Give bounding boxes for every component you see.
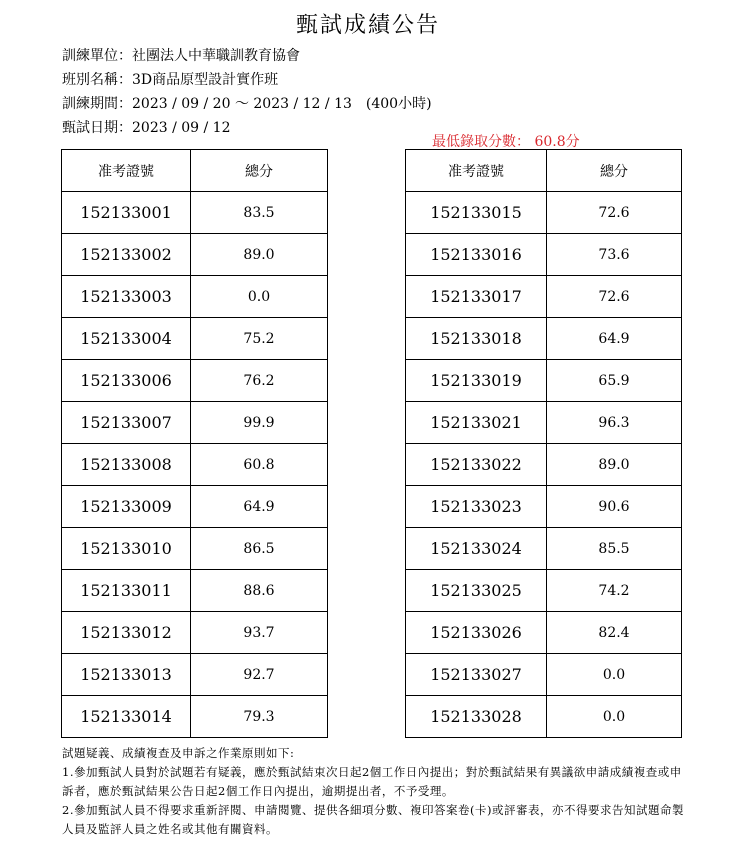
candidate-id: 152133013 xyxy=(62,654,191,696)
table-row xyxy=(62,528,328,570)
total-score: 82.4 xyxy=(547,612,682,654)
table-header-row xyxy=(406,150,682,192)
total-score: 90.6 xyxy=(547,486,682,528)
candidate-id: 152133011 xyxy=(62,570,191,612)
table-row xyxy=(62,360,328,402)
table-row xyxy=(406,234,682,276)
candidate-id: 152133016 xyxy=(406,234,547,276)
candidate-id: 152133002 xyxy=(62,234,191,276)
notes-heading: 試題疑義、成績複查及申訴之作業原則如下: xyxy=(62,746,295,760)
candidate-id: 152133003 xyxy=(62,276,191,318)
table-row xyxy=(62,486,328,528)
candidate-id: 152133021 xyxy=(406,402,547,444)
notes-item-1: 1.參加甄試人員對於試題若有疑義，應於甄試結束次日起2個工作日內提出；對於甄試結果有異議欲申請成績複查或申訴者，應於甄試結果公告日起2個工作日內提出，逾期提出者，不予受理。 xyxy=(62,765,682,798)
score-table-left xyxy=(61,149,328,738)
candidate-id: 152133023 xyxy=(406,486,547,528)
header-id: 准考證號 xyxy=(62,150,191,192)
total-score: 0.0 xyxy=(547,696,682,738)
total-score: 89.0 xyxy=(191,234,328,276)
candidate-id: 152133017 xyxy=(406,276,547,318)
total-score: 76.2 xyxy=(191,360,328,402)
table-row xyxy=(406,192,682,234)
table-row xyxy=(62,192,328,234)
info-block xyxy=(62,44,432,140)
exam-date: 甄試日期：2023 / 09 / 12 xyxy=(62,120,231,136)
score-table-left-body xyxy=(62,192,328,738)
total-score: 85.5 xyxy=(547,528,682,570)
candidate-id: 152133009 xyxy=(62,486,191,528)
candidate-id: 152133015 xyxy=(406,192,547,234)
candidate-id: 152133007 xyxy=(62,402,191,444)
notes-item-2: 2.參加甄試人員不得要求重新評閱、申請閱覽、提供各細項分數、複印答案卷(卡)或評審表，亦不得要求告知試題命製人員及監評人員之姓名或其他有關資料。 xyxy=(62,803,684,836)
candidate-id: 152133014 xyxy=(62,696,191,738)
training-period: 訓練期間：2023 / 09 / 20 ～ 2023 / 12 / 13 (400小時) xyxy=(62,96,432,112)
table-row xyxy=(62,318,328,360)
candidate-id: 152133022 xyxy=(406,444,547,486)
total-score: 88.6 xyxy=(191,570,328,612)
candidate-id: 152133027 xyxy=(406,654,547,696)
score-table-right xyxy=(405,149,682,738)
candidate-id: 152133026 xyxy=(406,612,547,654)
total-score: 89.0 xyxy=(547,444,682,486)
total-score: 72.6 xyxy=(547,192,682,234)
min-score-note: 最低錄取分數： 60.8分 xyxy=(432,134,580,150)
candidate-id: 152133012 xyxy=(62,612,191,654)
candidate-id: 152133006 xyxy=(62,360,191,402)
table-row xyxy=(406,444,682,486)
table-row xyxy=(62,570,328,612)
total-score: 65.9 xyxy=(547,360,682,402)
training-unit: 訓練單位：社團法人中華職訓教育協會 xyxy=(62,48,300,64)
table-row xyxy=(406,528,682,570)
table-row xyxy=(406,696,682,738)
header-score: 總分 xyxy=(547,150,682,192)
total-score: 86.5 xyxy=(191,528,328,570)
total-score: 83.5 xyxy=(191,192,328,234)
table-row xyxy=(406,654,682,696)
table-row xyxy=(406,570,682,612)
table-row xyxy=(406,318,682,360)
table-row xyxy=(406,360,682,402)
candidate-id: 152133025 xyxy=(406,570,547,612)
candidate-id: 152133004 xyxy=(62,318,191,360)
total-score: 64.9 xyxy=(191,486,328,528)
total-score: 60.8 xyxy=(191,444,328,486)
table-row xyxy=(62,444,328,486)
table-row xyxy=(62,234,328,276)
total-score: 72.6 xyxy=(547,276,682,318)
total-score: 79.3 xyxy=(191,696,328,738)
total-score: 64.9 xyxy=(547,318,682,360)
candidate-id: 152133024 xyxy=(406,528,547,570)
total-score: 0.0 xyxy=(547,654,682,696)
page-title: 甄試成績公告 xyxy=(295,13,440,38)
table-row xyxy=(62,696,328,738)
candidate-id: 152133001 xyxy=(62,192,191,234)
total-score: 92.7 xyxy=(191,654,328,696)
table-row xyxy=(62,276,328,318)
table-row xyxy=(62,654,328,696)
table-row xyxy=(406,402,682,444)
header-id: 准考證號 xyxy=(406,150,547,192)
table-row xyxy=(406,486,682,528)
total-score: 73.6 xyxy=(547,234,682,276)
score-table-right-body xyxy=(406,192,682,738)
header-score: 總分 xyxy=(191,150,328,192)
candidate-id: 152133019 xyxy=(406,360,547,402)
table-header-row xyxy=(62,150,328,192)
candidate-id: 152133028 xyxy=(406,696,547,738)
candidate-id: 152133008 xyxy=(62,444,191,486)
total-score: 0.0 xyxy=(191,276,328,318)
table-row xyxy=(62,402,328,444)
total-score: 96.3 xyxy=(547,402,682,444)
total-score: 75.2 xyxy=(191,318,328,360)
class-name: 班別名稱：3D商品原型設計實作班 xyxy=(62,72,279,88)
candidate-id: 152133010 xyxy=(62,528,191,570)
total-score: 99.9 xyxy=(191,402,328,444)
notes-block xyxy=(62,744,692,839)
total-score: 93.7 xyxy=(191,612,328,654)
candidate-id: 152133018 xyxy=(406,318,547,360)
table-row xyxy=(62,612,328,654)
table-row xyxy=(406,612,682,654)
table-row xyxy=(406,276,682,318)
total-score: 74.2 xyxy=(547,570,682,612)
